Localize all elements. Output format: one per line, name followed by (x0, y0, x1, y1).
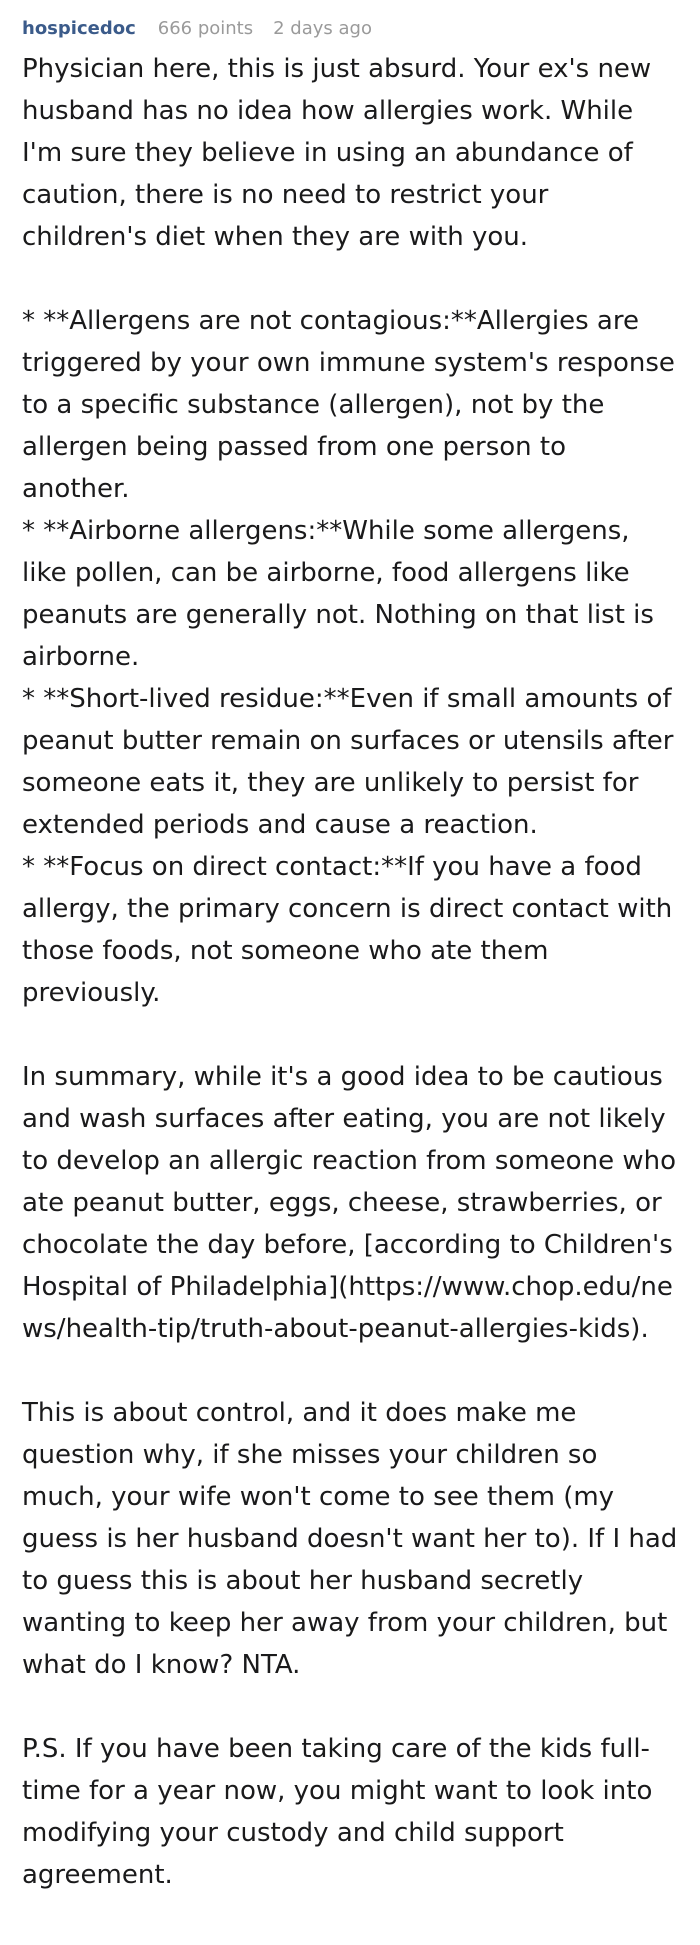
comment-author-link[interactable]: hospicedoc (22, 18, 136, 39)
comment-timestamp: 2 days ago (273, 18, 372, 39)
comment-bullet-item: * **Allergens are not contagious:**Allergies are triggered by your own immune system's response to a specific substance (allergen), not by the allergen being passed from one person to another. (22, 306, 675, 504)
comment-bullet-item: * **Focus on direct contact:**If you have a food allergy, the primary concern is direct contact with those foods, not someone who ate them previously. (22, 852, 673, 1008)
comment-paragraph-control: This is about control, and it does make me question why, if she misses your children so much, your wife won't come to see them (my guess is her husband doesn't want her to). If I had to guess this is about her husband secretly wanting to keep her away from your children, but what do I know? NTA. (22, 1398, 678, 1680)
comment-bullet-list (22, 300, 680, 1014)
comment-bullet-item: * **Short-lived residue:**Even if small amounts of peanut butter remain on surfaces or utensils after someone eats it, they are unlikely to persist for extended periods and cause a reaction. (22, 684, 674, 840)
comment-points: 666 points (157, 18, 254, 39)
comment-paragraph-summary: In summary, while it's a good idea to be cautious and wash surfaces after eating, you are not likely to develop an allergic reaction from someone who ate peanut butter, eggs, cheese, strawberries, or chocolate the day before, [according to Children's Hospital of Philadelphia](https://www.chop.edu/news/health-tip/truth-about-peanut-allergies-kids). (22, 1062, 676, 1344)
comment-bullet-item: * **Airborne allergens:**While some allergens, like pollen, can be airborne, food allergens like peanuts are generally not. Nothing on that list is airborne. (22, 516, 654, 672)
comment-paragraph-ps: P.S. If you have been taking care of the kids full-time for a year now, you might want to look into modifying your custody and child support agreement. (22, 1734, 653, 1890)
comment-paragraph-intro: Physician here, this is just absurd. Your ex's new husband has no idea how allergies work. While I'm sure they believe in using an abundance of caution, there is no need to restrict your children's diet when they are with you. (22, 54, 652, 252)
comment-meta (22, 14, 680, 44)
comment-body (22, 48, 680, 1896)
